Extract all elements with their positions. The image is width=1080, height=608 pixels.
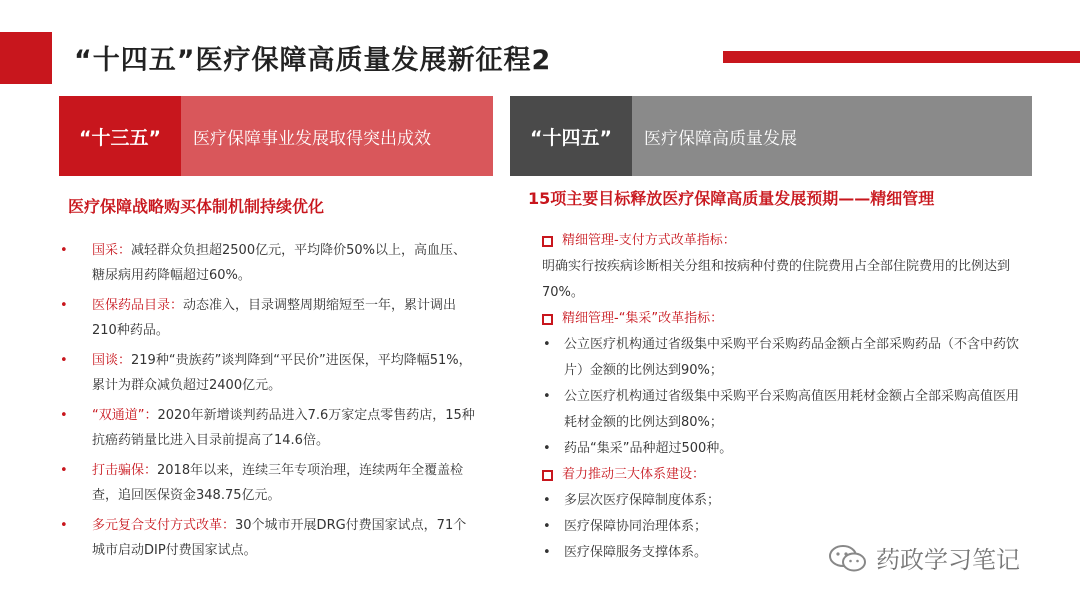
- right-header-tag: “十四五”: [510, 96, 632, 176]
- watermark-text: 药政学习笔记: [876, 546, 1020, 574]
- item-text: 公立医疗机构通过省级集中采购平台采购高值医用耗材金额占全部采购高值医用耗材金额的比例达到80%；: [564, 389, 1020, 430]
- list-item: [540, 436, 1020, 462]
- item-key: “双通道”：: [92, 408, 158, 423]
- item-key: 多元复合支付方式改革：: [92, 518, 236, 533]
- title-accent-block: [0, 32, 52, 84]
- list-item: [58, 403, 478, 453]
- list-item: [58, 348, 478, 398]
- item-text: 2020年新增谈判药品进入7.6万家定点零售药店，15种抗癌药销量比进入目录前提高了14.6倍。: [92, 408, 475, 448]
- item-key: 打击骗保：: [92, 463, 158, 478]
- list-item: [540, 488, 1020, 514]
- list-item: [58, 458, 478, 508]
- slide-title: “十四五”医疗保障高质量发展新征程2: [74, 45, 552, 76]
- list-item: [58, 293, 478, 343]
- watermark: [828, 540, 1020, 575]
- bullet-icon: •: [543, 389, 551, 404]
- wechat-icon: [828, 543, 868, 573]
- heading-text: 着力推动三大体系建设：: [562, 467, 706, 482]
- item-key: 国谈：: [92, 353, 132, 368]
- item-text: 2018年以来，连续三年专项治理，连续两年全覆盖检查，追回医保资金348.75亿元。: [92, 463, 464, 503]
- list-item: [540, 332, 1020, 384]
- heading-text: 精细管理-“集采”改革指标：: [562, 311, 724, 326]
- subsection-heading: [540, 306, 1020, 332]
- left-header-label: 医疗保障事业发展取得突出成效: [181, 96, 493, 176]
- square-bullet-icon: [542, 236, 553, 247]
- item-text: 减轻群众负担超2500亿元，平均降价50%以上，高血压、糖尿病用药降幅超过60%。: [92, 243, 466, 283]
- list-item: [540, 384, 1020, 436]
- left-section-title: 医疗保障战略购买体制机制持续优化: [68, 197, 325, 216]
- right-content: [540, 228, 1020, 566]
- item-text: 药品“集采”品种超过500种。: [564, 441, 733, 456]
- subsection-heading: [540, 462, 1020, 488]
- subsection-heading: [540, 228, 1020, 254]
- item-text: 动态准入，目录调整周期缩短至一年，累计调出210种药品。: [92, 298, 457, 338]
- square-bullet-icon: [542, 470, 553, 481]
- right-header-label: 医疗保障高质量发展: [632, 96, 1032, 176]
- title-accent-line: [723, 51, 1080, 63]
- bullet-icon: •: [543, 337, 551, 352]
- bullet-icon: •: [60, 463, 68, 478]
- list-item: [58, 513, 478, 563]
- paragraph: 明确实行按疾病诊断相关分组和按病种付费的住院费用占全部住院费用的比例达到70%。: [542, 259, 1011, 300]
- item-text: 30个城市开展DRG付费国家试点，71个城市启动DIP付费国家试点。: [92, 518, 467, 558]
- right-panel-header: [510, 96, 1032, 176]
- bullet-icon: •: [543, 545, 551, 560]
- right-section-title: 15项主要目标释放医疗保障高质量发展预期——精细管理: [528, 189, 935, 208]
- item-text: 医疗保障服务支撑体系。: [564, 545, 708, 560]
- list-item: [540, 514, 1020, 540]
- item-key: 医保药品目录：: [92, 298, 184, 313]
- bullet-icon: •: [60, 298, 68, 313]
- square-bullet-icon: [542, 314, 553, 325]
- heading-text: 精细管理-支付方式改革指标：: [562, 233, 736, 248]
- item-text: 219种“贵族药”谈判降到“平民价”进医保，平均降幅51%，累计为群众减负超过2400亿元。: [92, 353, 472, 393]
- bullet-icon: •: [60, 408, 68, 423]
- bullet-icon: •: [543, 441, 551, 456]
- item-text: 公立医疗机构通过省级集中采购平台采购药品金额占全部采购药品（不含中药饮片）金额的比例达到90%；: [564, 337, 1020, 378]
- bullet-icon: •: [543, 519, 551, 534]
- bullet-icon: •: [60, 353, 68, 368]
- item-key: 国采：: [92, 243, 132, 258]
- left-header-tag: “十三五”: [59, 96, 181, 176]
- left-panel-header: [59, 96, 493, 176]
- list-item: [58, 238, 478, 288]
- bullet-icon: •: [543, 493, 551, 508]
- left-bullet-list: [58, 238, 478, 568]
- bullet-icon: •: [60, 518, 68, 533]
- item-text: 多层次医疗保障制度体系；: [564, 493, 721, 508]
- item-text: 医疗保障协同治理体系；: [564, 519, 708, 534]
- bullet-icon: •: [60, 243, 68, 258]
